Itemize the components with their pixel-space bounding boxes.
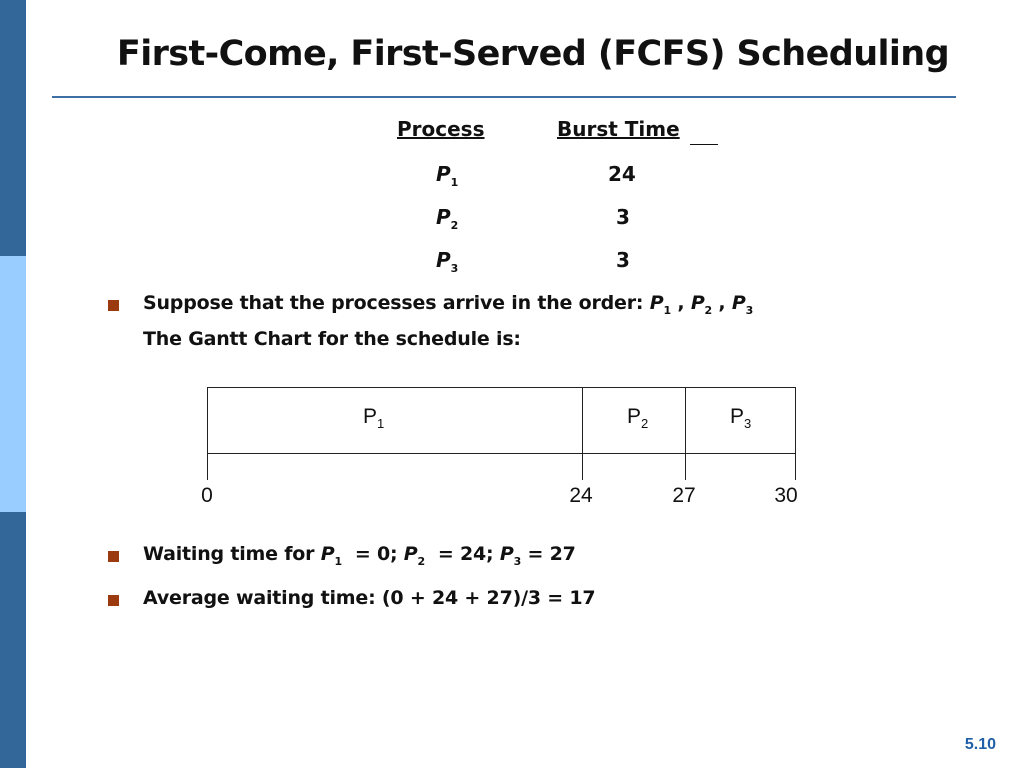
gantt-segment-label: $P_3$ <box>730 405 752 432</box>
side-bar-middle <box>0 256 26 512</box>
table-row-burst: 3 <box>616 248 630 272</box>
table-header-rule <box>690 144 718 145</box>
gantt-divider <box>795 454 796 480</box>
title-underline <box>52 96 956 98</box>
table-row-process: $P_2$ <box>436 205 459 232</box>
side-bar-bottom <box>0 512 26 768</box>
gantt-tick-label: 24 <box>569 484 593 507</box>
gantt-segment-label: $P_1$ <box>363 405 385 432</box>
bullet-marker <box>108 595 119 606</box>
table-row-process: $P_1$ <box>436 162 459 189</box>
bullet-waiting-time: Waiting time for $P_1 = 0$; $P_2 = 24$; $P_3 = 27$ <box>143 543 576 568</box>
gantt-divider <box>685 387 686 480</box>
table-row-process: $P_3$ <box>436 248 459 275</box>
gantt-tick-label: 27 <box>672 484 696 507</box>
bullet-arrival-order: Suppose that the processes arrive in the order: $P_1$ , $P_2$ , $P_3$ <box>143 292 754 317</box>
gantt-chart <box>207 387 796 454</box>
gantt-divider <box>207 454 208 480</box>
gantt-tick-label: 30 <box>774 484 798 507</box>
table-row-burst: 24 <box>608 162 636 186</box>
table-row-burst: 3 <box>616 205 630 229</box>
slide-title: First-Come, First-Served (FCFS) Scheduling <box>116 34 950 74</box>
table-header-burst-time: Burst Time <box>557 117 680 141</box>
gantt-segment-label: $P_2$ <box>627 405 649 432</box>
gantt-tick-label: 0 <box>201 484 213 507</box>
table-header-process: Process <box>397 117 485 141</box>
bullet-gantt-intro: The Gantt Chart for the schedule is: <box>143 328 521 350</box>
bullet-marker <box>108 300 119 311</box>
bullet-marker <box>108 551 119 562</box>
bullet-average-waiting-time: Average waiting time: (0 + 24 + 27)/3 = 17 <box>143 587 596 609</box>
gantt-divider <box>582 387 583 480</box>
page-number: 5.10 <box>964 736 996 753</box>
